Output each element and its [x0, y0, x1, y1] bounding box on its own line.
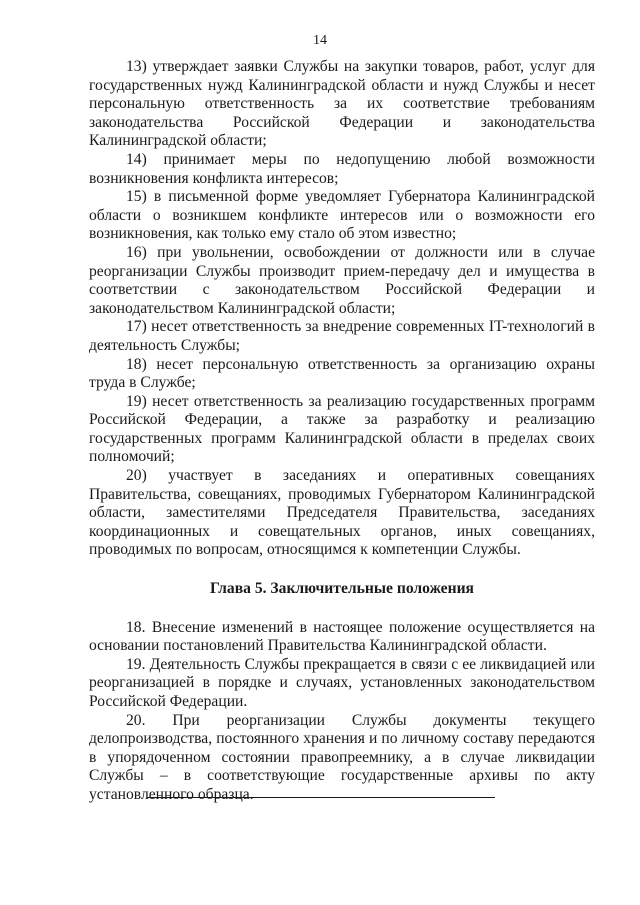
chapter-title: Глава 5. Заключительные положения: [210, 580, 474, 598]
list-item-14: 14) принимает меры по недопущению любой возможности возникновения конфликта интересов;: [89, 150, 595, 187]
page-number: 14: [313, 33, 327, 48]
document-body: [89, 58, 595, 805]
list-item-19: 19) несет ответственность за реализацию государственных программ Российской Федерации, а также за разработку и реализацию государственных программ Калининградской области в пределах своих полномочий;: [89, 392, 595, 466]
list-item-17: 17) несет ответственность за внедрение современных IT-технологий в деятельность Службы;: [89, 318, 595, 354]
clause-18: 18. Внесение изменений в настоящее положение осуществляется на основании постановлений Правительства Калининградской области.: [89, 618, 595, 655]
clause-19: 19. Деятельность Службы прекращается в связи с ее ликвидацией или реорганизацией в порядке и случаях, установленных законодательством Российской Федерации.: [89, 655, 595, 710]
clause-20: 20. При реорганизации Службы документы текущего делопроизводства, постоянного хранения и по личному составу передаются в упорядоченном состоянии правопреемнику, а в случае ликвидации Службы – в соответствующие государственные архивы по акту установленного образца.: [89, 711, 595, 803]
list-item-15: 15) в письменной форме уведомляет Губернатора Калининградской области о возникшем конфликте интересов или о возможности его возникновения, как только ему стало об этом известно;: [89, 188, 595, 243]
list-item-20: 20) участвует в заседаниях и оперативных совещаниях Правительства, совещаниях, проводимых Губернатором Калининградской области, заместителями Председателя Правительства, заседаниях координационных и совещательных органов, иных совещаниях, проводимых по вопросам, относящимся к компетенции Службы.: [89, 467, 595, 559]
list-item-13: 13) утверждает заявки Службы на закупки товаров, работ, услуг для государственных нужд Калининградской области и нужд Службы и несет персональную ответственность за их соответствие требованиям законодательства Российской Федерации и законодательства Калининградской области;: [89, 58, 595, 150]
end-divider: [147, 797, 495, 798]
list-item-16: 16) при увольнении, освобождении от должности или в случае реорганизации Службы производит прием-передачу дел и имущества в соответствии с законодательством Российской Федерации и законодательством Калининградской области;: [89, 243, 595, 317]
list-item-18: 18) несет персональную ответственность за организацию охраны труда в Службе;: [89, 355, 595, 392]
